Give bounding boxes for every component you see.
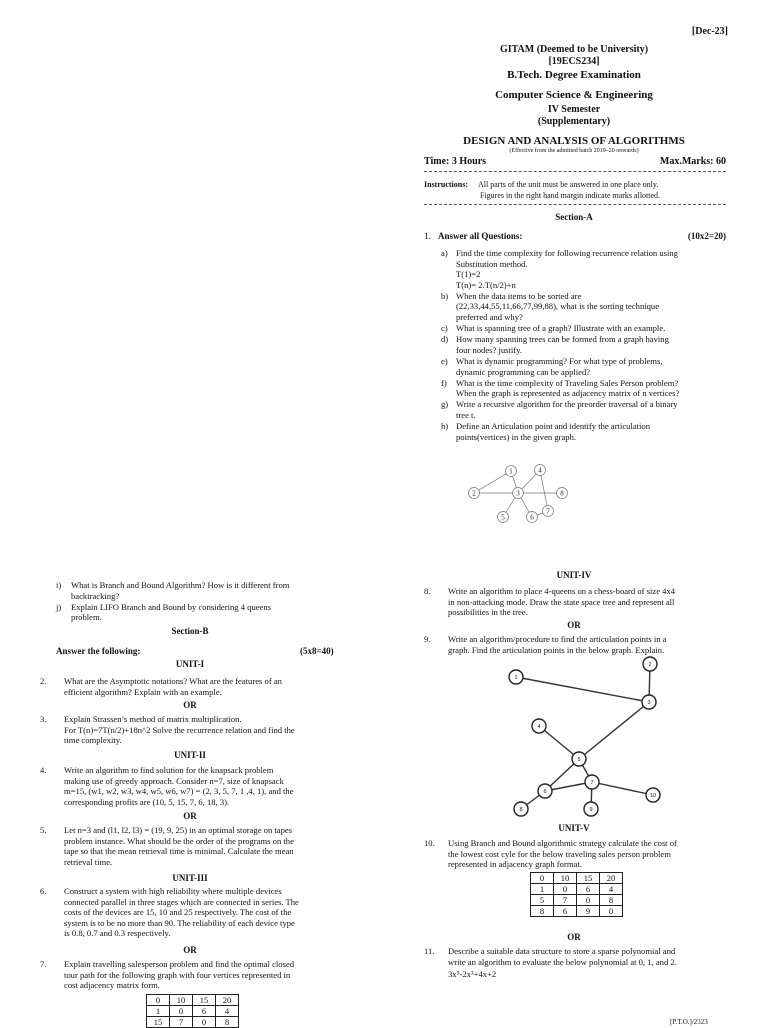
effective-note: (Effective from the admitted batch 2019–20 onwards) bbox=[509, 148, 639, 154]
matrix-cell: 0 bbox=[554, 884, 577, 895]
matrix-cell: 1 bbox=[531, 884, 554, 895]
matrix-cell: 0 bbox=[600, 906, 623, 917]
question-number: 7. bbox=[40, 959, 47, 969]
matrix-cell: 4 bbox=[600, 884, 623, 895]
question-text: m=15, (w1, w2, w3, w4, w5, w6, w7) = (2, 3, 5, 7, 1 ,4, 1), and the bbox=[64, 786, 294, 797]
question-number: 1. bbox=[424, 231, 431, 241]
sub-question-text: dynamic programming can be applied? bbox=[456, 366, 591, 377]
sub-question-text: four nodes? justify. bbox=[456, 344, 523, 355]
matrix-row bbox=[531, 895, 623, 906]
or-separator: OR bbox=[567, 932, 581, 942]
matrix-cell: 0 bbox=[193, 1017, 216, 1028]
q10-cost-matrix bbox=[530, 872, 623, 917]
matrix-cell: 10 bbox=[554, 873, 577, 884]
divider bbox=[424, 171, 726, 172]
matrix-row bbox=[147, 1006, 239, 1017]
page-footer: [P.T.O.]/2323 bbox=[670, 1018, 708, 1026]
unit-title: UNIT-V bbox=[558, 823, 590, 833]
question-text: represented in adjacency graph format. bbox=[448, 859, 582, 870]
question-text: is 0.8, 0.7 and 0.3 respectively. bbox=[64, 928, 171, 939]
matrix-cell: 0 bbox=[170, 1006, 193, 1017]
matrix-cell: 6 bbox=[577, 884, 600, 895]
graph-node-label: 5 bbox=[577, 757, 581, 763]
question-text: Explain Strassen’s method of matrix multiplication. bbox=[64, 714, 242, 724]
section-b-marks: (5x8=40) bbox=[300, 646, 334, 656]
graph-node-label: 9 bbox=[589, 807, 593, 813]
section-b-title: Section-B bbox=[171, 626, 209, 636]
question-marks: (10x2=20) bbox=[687, 231, 726, 241]
graph-node-label: 2 bbox=[648, 662, 652, 668]
graph-node-label: 1 bbox=[514, 675, 518, 681]
unit-title: UNIT-II bbox=[174, 750, 206, 760]
unit-title: UNIT-IV bbox=[556, 570, 592, 580]
matrix-row bbox=[531, 884, 623, 895]
matrix-cell: 20 bbox=[216, 995, 239, 1006]
question-number: 4. bbox=[40, 765, 47, 775]
question-text: tape so that the mean retrieval time is minimal. Calculate the mean bbox=[64, 846, 294, 857]
graph-node-label: 2 bbox=[472, 489, 476, 498]
sub-question-label: i) bbox=[56, 580, 62, 590]
sub-question-label: e) bbox=[441, 356, 448, 366]
matrix-row bbox=[531, 906, 623, 917]
question-text: Write an algorithm to find solution for the knapsack problem bbox=[64, 765, 274, 775]
divider bbox=[424, 204, 726, 205]
question-text: time complexity. bbox=[64, 735, 122, 746]
matrix-cell: 10 bbox=[170, 995, 193, 1006]
instructions-line: Figures in the right hand margin indicate marks allotted. bbox=[480, 191, 661, 200]
section-a-title: Section-A bbox=[555, 212, 593, 222]
matrix-cell: 7 bbox=[170, 1017, 193, 1028]
graph-node-label: 7 bbox=[546, 507, 550, 516]
question-text: Construct a system with high reliability where multiple devices bbox=[64, 886, 282, 896]
question-text: Using Branch and Bound algorithmic strategy calculate the cost of bbox=[448, 838, 677, 848]
sub-question-text: Find the time complexity for following recurrence relation using bbox=[456, 248, 678, 258]
question-text: connected parallel in three stages which are connected in series. The bbox=[64, 896, 299, 907]
graph-node-label: 10 bbox=[649, 793, 657, 799]
department-title: Computer Science & Engineering bbox=[495, 89, 653, 101]
question-text: the lowest cost cyle for the below traveling sales person problem bbox=[448, 848, 671, 859]
question-text: possibilities in the tree. bbox=[448, 607, 528, 618]
exam-type: (Supplementary) bbox=[537, 116, 611, 127]
question-text: costs of the devices are 15, 10 and 25 respectively. The cost of the bbox=[64, 907, 292, 918]
sub-question-text: tree t. bbox=[456, 409, 476, 420]
sub-question-text: preferred and why? bbox=[456, 312, 523, 323]
graph-h-figure bbox=[462, 460, 582, 530]
matrix-row bbox=[531, 873, 623, 884]
question-text: cost adjacency matrix form. bbox=[64, 980, 160, 991]
question-text: What are the Asymptotic notations? What are the features of an bbox=[64, 676, 282, 686]
question-number: 10. bbox=[424, 838, 435, 848]
sub-question-text: Write a recursive algorithm for the preorder traversal of a binary bbox=[456, 399, 678, 410]
question-text: tour path for the following graph with four vertices represented in bbox=[64, 969, 291, 980]
graph-node-label: 8 bbox=[560, 489, 564, 498]
sub-question-label: j) bbox=[56, 601, 62, 612]
graph-node-label: 4 bbox=[537, 724, 541, 730]
matrix-cell: 9 bbox=[577, 906, 600, 917]
subject-title: DESIGN AND ANALYSIS OF ALGORITHMS bbox=[463, 135, 685, 147]
matrix-row bbox=[147, 995, 239, 1006]
sub-question-text: Substitution method. bbox=[456, 258, 528, 269]
question-number: 6. bbox=[40, 886, 47, 896]
question-text: corresponding profits are (10, 5, 15, 7, 6, 18, 3). bbox=[64, 796, 230, 807]
or-separator: OR bbox=[183, 945, 197, 955]
graph-node-label: 1 bbox=[509, 467, 513, 476]
question-number: 8. bbox=[424, 586, 431, 596]
question-text: Write an algorithm to place 4-queens on a chess-board of size 4x4 bbox=[448, 586, 676, 596]
graph-node-label: 4 bbox=[538, 466, 542, 475]
question-label: Answer all Questions: bbox=[438, 231, 523, 241]
matrix-cell: 8 bbox=[600, 895, 623, 906]
max-marks: Max.Marks: 60 bbox=[659, 156, 726, 167]
sub-question-text: How many spanning trees can be formed from a graph having bbox=[456, 334, 669, 345]
question-text: problem instance. What should be the order of the programs on the bbox=[64, 835, 294, 846]
matrix-cell: 8 bbox=[531, 906, 554, 917]
sub-question-text: What is the time complexity of Traveling Sales Person problem? bbox=[456, 377, 679, 388]
question-number: 9. bbox=[424, 634, 431, 644]
matrix-cell: 0 bbox=[531, 873, 554, 884]
question-text: efficient algorithm? Explain with an example. bbox=[64, 686, 222, 697]
exam-time: Time: 3 Hours bbox=[424, 156, 487, 167]
sub-question-label: c) bbox=[441, 323, 448, 334]
instructions-line: All parts of the unit must be answered in one place only. bbox=[478, 180, 659, 189]
question-text: in non-attacking mode. Draw the state space tree and represent all bbox=[448, 596, 675, 607]
sub-question-label: b) bbox=[441, 290, 449, 301]
matrix-cell: 15 bbox=[193, 995, 216, 1006]
question-text: Explain travelling salesperson problem and find the optimal closed bbox=[64, 959, 295, 969]
question-text: For T(n)=7T(n/2)+18n^2 Solve the recurrence relation and find the bbox=[64, 724, 295, 735]
sub-question-text: What is dynamic programming? For what type of problems, bbox=[456, 356, 663, 366]
matrix-cell: 15 bbox=[147, 1017, 170, 1028]
sub-question-text: T(n)= 2.T(n/2)+n bbox=[456, 279, 516, 290]
matrix-cell: 5 bbox=[531, 895, 554, 906]
graph-node-label: 6 bbox=[530, 513, 534, 522]
question-text: making use of greedy approach. Consider n=7, size of knapsack bbox=[64, 775, 284, 786]
question-text: graph. Find the articulation points in the below graph. Explain. bbox=[448, 644, 665, 655]
question-number: 3. bbox=[40, 714, 47, 724]
matrix-cell: 4 bbox=[216, 1006, 239, 1017]
sub-question-label: f) bbox=[441, 377, 447, 388]
sub-question-text: When the data items to be sorted are bbox=[456, 290, 582, 301]
unit-title: UNIT-I bbox=[175, 659, 205, 669]
exam-date-tag: [Dec-23] bbox=[691, 26, 728, 37]
q7-cost-matrix bbox=[146, 994, 239, 1028]
graph-q9-figure bbox=[500, 655, 675, 820]
instructions-label: Instructions: bbox=[424, 180, 469, 189]
sub-question-text: Explain LIFO Branch and Bound by considering 4 queens bbox=[71, 601, 272, 612]
question-text: Let n=3 and (l1, l2, l3) = (19, 9, 25) in an optimal storage on tapes bbox=[64, 825, 293, 835]
sub-question-text: What is Branch and Bound Algorithm? How is it different from bbox=[71, 580, 290, 590]
matrix-cell: 1 bbox=[147, 1006, 170, 1017]
section-b-label: Answer the following: bbox=[56, 646, 141, 656]
unit-title: UNIT-III bbox=[172, 873, 208, 883]
graph-node-label: 7 bbox=[590, 780, 594, 786]
question-text: Describe a suitable data structure to store a sparse polynomial and bbox=[448, 946, 676, 956]
graph-node-label: 6 bbox=[543, 789, 547, 795]
matrix-cell: 6 bbox=[554, 906, 577, 917]
q11-polynomial: 3x⁵-2x³+4x+2 bbox=[448, 969, 497, 979]
sub-question-text: (22,33,44,55,11,66,77,99,88), what is the sorting technique bbox=[456, 301, 660, 312]
graph-node-label: 3 bbox=[647, 700, 651, 706]
question-text: system is to be no more than 90. The reliability of each device type bbox=[64, 917, 295, 928]
question-text: Write an algorithm/procedure to find the articulation points in a bbox=[448, 634, 667, 644]
question-text: write an algorithm to evaluate the below polynomial at 0, 1, and 2. bbox=[448, 956, 677, 967]
matrix-cell: 15 bbox=[577, 873, 600, 884]
graph-node-label: 3 bbox=[516, 489, 520, 498]
or-separator: OR bbox=[567, 620, 581, 630]
question-number: 11. bbox=[424, 946, 435, 956]
matrix-cell: 6 bbox=[193, 1006, 216, 1017]
sub-question-label: g) bbox=[441, 399, 449, 410]
question-number: 5. bbox=[40, 825, 47, 835]
question-text: retrieval time. bbox=[64, 856, 113, 867]
question-number: 2. bbox=[40, 676, 47, 686]
matrix-cell: 0 bbox=[577, 895, 600, 906]
matrix-cell: 8 bbox=[216, 1017, 239, 1028]
graph-node-label: 8 bbox=[519, 807, 523, 813]
or-separator: OR bbox=[183, 700, 197, 710]
sub-question-text: Define an Articulation point and identify the articulation bbox=[456, 421, 651, 432]
sub-question-text: points(vertices) in the given graph. bbox=[456, 431, 577, 442]
graph-node-label: 5 bbox=[501, 513, 505, 522]
matrix-cell: 7 bbox=[554, 895, 577, 906]
matrix-row bbox=[147, 1017, 239, 1028]
sub-question-text: problem. bbox=[71, 612, 102, 623]
matrix-cell: 0 bbox=[147, 995, 170, 1006]
sub-question-text: backtracking? bbox=[71, 590, 120, 601]
semester: IV Semester bbox=[547, 104, 601, 115]
sub-question-text: T(1)=2 bbox=[456, 269, 481, 280]
or-separator: OR bbox=[183, 811, 197, 821]
university-name: GITAM (Deemed to be University) bbox=[499, 44, 649, 55]
sub-question-text: What is spanning tree of a graph? Illustrate with an example. bbox=[456, 323, 666, 334]
matrix-cell: 20 bbox=[600, 873, 623, 884]
sub-question-text: When the graph is represented as adjacency matrix of n vertices? bbox=[456, 388, 680, 399]
sub-question-label: a) bbox=[441, 248, 448, 258]
sub-question-label: d) bbox=[441, 334, 449, 345]
sub-question-label: h) bbox=[441, 421, 449, 432]
course-code: [19ECS234] bbox=[548, 56, 600, 67]
degree-title: B.Tech. Degree Examination bbox=[507, 69, 641, 81]
